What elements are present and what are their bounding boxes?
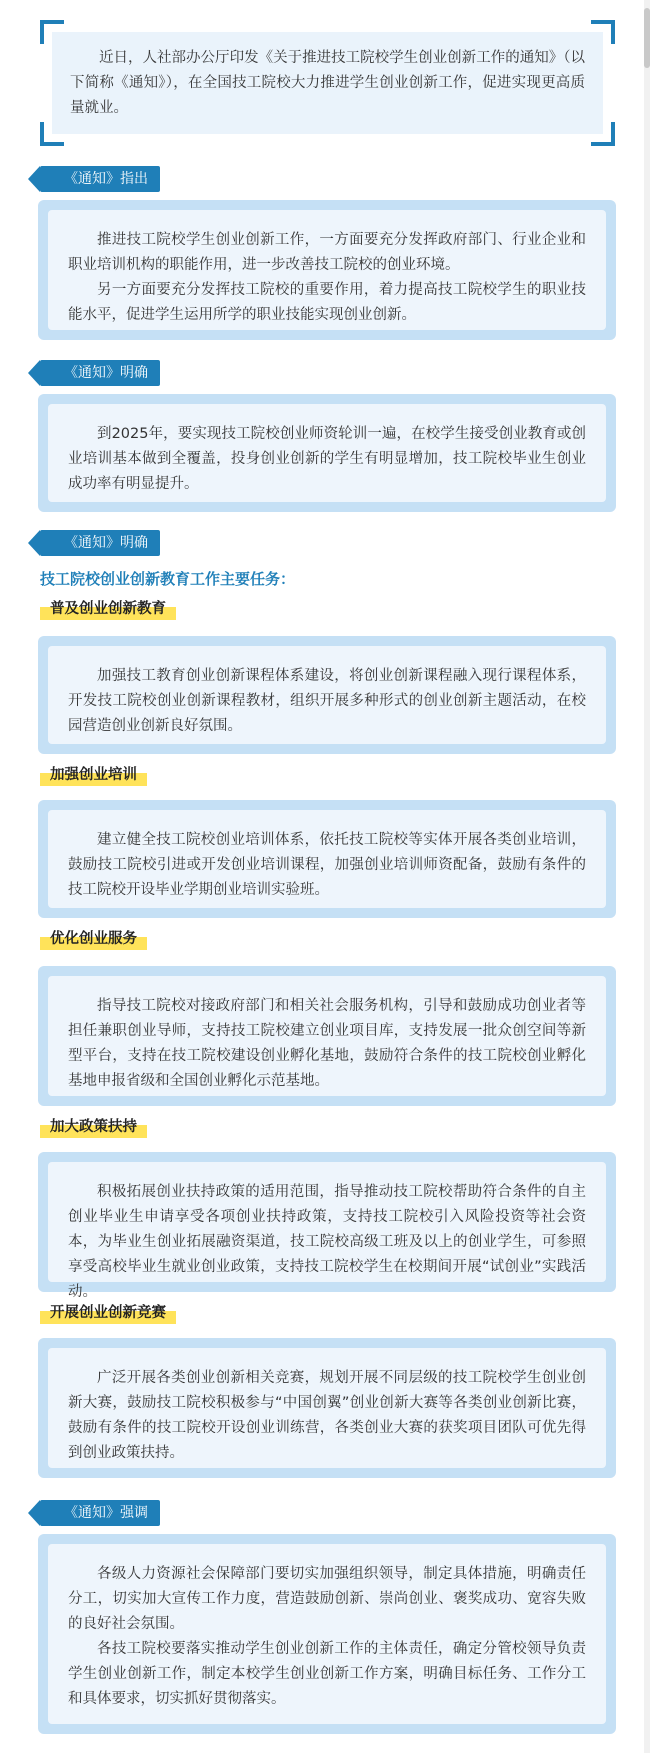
intro-inner — [52, 32, 603, 134]
task-box — [38, 636, 616, 754]
intro-text: 近日，人社部办公厅印发《关于推进技工院校学生创业创新工作的通知》（以下简称《通知》），在全国技工院校大力推进学生创业创新工作，促进实现更高质量就业。 — [70, 50, 585, 116]
task-box — [38, 966, 616, 1106]
paragraph: 积极拓展创业扶持政策的适用范围，指导推动技工院校帮助符合条件的自主创业毕业生申请享受各项创业扶持政策，支持技工院校引入风险投资等社会资本，为毕业生创业拓展融资渠道，技工院校高级工班及以上的创业学生，可参照享受高校毕业生就业创业政策，支持技工院校学生在校期间开展“试创业”实践活动。 — [68, 1184, 586, 1300]
task-box — [38, 1338, 616, 1478]
scrollbar-thumb[interactable] — [644, 8, 650, 68]
task-box — [38, 1152, 616, 1300]
section-box-emphasized — [38, 1534, 616, 1734]
section-tag-clarified-tasks: 《通知》明确 — [40, 530, 160, 556]
paragraph: 广泛开展各类创业创新相关竞赛，规划开展不同层级的技工院校学生创业创新大赛，鼓励技工院校积极参与“中国创翼”创业创新大赛等各类创业创新比赛，鼓励有条件的技工院校开设创业训练营，各类创业大赛的获奖项目团队可优先得到创业政策扶持。 — [68, 1370, 586, 1461]
tasks-subheading: 技工院校创业创新教育工作主要任务： — [40, 570, 296, 588]
section-tag-pointed-out: 《通知》指出 — [40, 166, 160, 192]
task-title: 开展创业创新竞赛 — [40, 1302, 176, 1324]
paragraph: 另一方面要充分发挥技工院校的重要作用，着力提高技工院校学生的职业技能水平，促进学生运用所学的职业技能实现创业创新。 — [68, 282, 586, 323]
section-box-pointed-out — [38, 200, 616, 340]
task-box — [38, 800, 616, 918]
task-title: 优化创业服务 — [40, 928, 147, 950]
paragraph: 各级人力资源社会保障部门要切实加强组织领导，制定具体措施，明确责任分工，切实加大宣传工作力度，营造鼓励创新、崇尚创业、褒奖成功、宽容失败的良好社会氛围。 — [68, 1566, 586, 1632]
task-title: 加强创业培训 — [40, 764, 147, 786]
task-title: 加大政策扶持 — [40, 1116, 147, 1138]
paragraph: 到2025年，要实现技工院校创业师资轮训一遍，在校学生接受创业教育或创业培训基本做到全覆盖，投身创业创新的学生有明显增加，技工院校毕业生创业成功率有明显提升。 — [68, 426, 586, 492]
section-box-clarified — [38, 394, 616, 512]
paragraph: 推进技工院校学生创业创新工作，一方面要充分发挥政府部门、行业企业和职业培训机构的职能作用，进一步改善技工院校的创业环境。 — [68, 232, 586, 273]
vertical-scrollbar[interactable] — [644, 0, 650, 1753]
section-tag-emphasized: 《通知》强调 — [40, 1500, 160, 1526]
intro-box — [40, 20, 615, 146]
section-tag-clarified: 《通知》明确 — [40, 360, 160, 386]
paragraph: 指导技工院校对接政府部门和相关社会服务机构，引导和鼓励成功创业者等担任兼职创业导师，支持技工院校建立创业项目库，支持发展一批众创空间等新型平台，支持在技工院校建设创业孵化基地，鼓励符合条件的技工院校创业孵化基地申报省级和全国创业孵化示范基地。 — [68, 998, 586, 1089]
paragraph: 建立健全技工院校创业培训体系，依托技工院校等实体开展各类创业培训，鼓励技工院校引进或开发创业培训课程，加强创业培训师资配备，鼓励有条件的技工院校开设毕业学期创业培训实验班。 — [68, 832, 586, 898]
paragraph: 加强技工教育创业创新课程体系建设，将创业创新课程融入现行课程体系，开发技工院校创业创新课程教材，组织开展多种形式的创业创新主题活动，在校园营造创业创新良好氛围。 — [68, 668, 586, 734]
paragraph: 各技工院校要落实推动学生创业创新工作的主体责任，确定分管校领导负责学生创业创新工作，制定本校学生创业创新工作方案，明确目标任务、工作分工和具体要求，切实抓好贯彻落实。 — [68, 1641, 586, 1707]
task-title: 普及创业创新教育 — [40, 598, 176, 620]
